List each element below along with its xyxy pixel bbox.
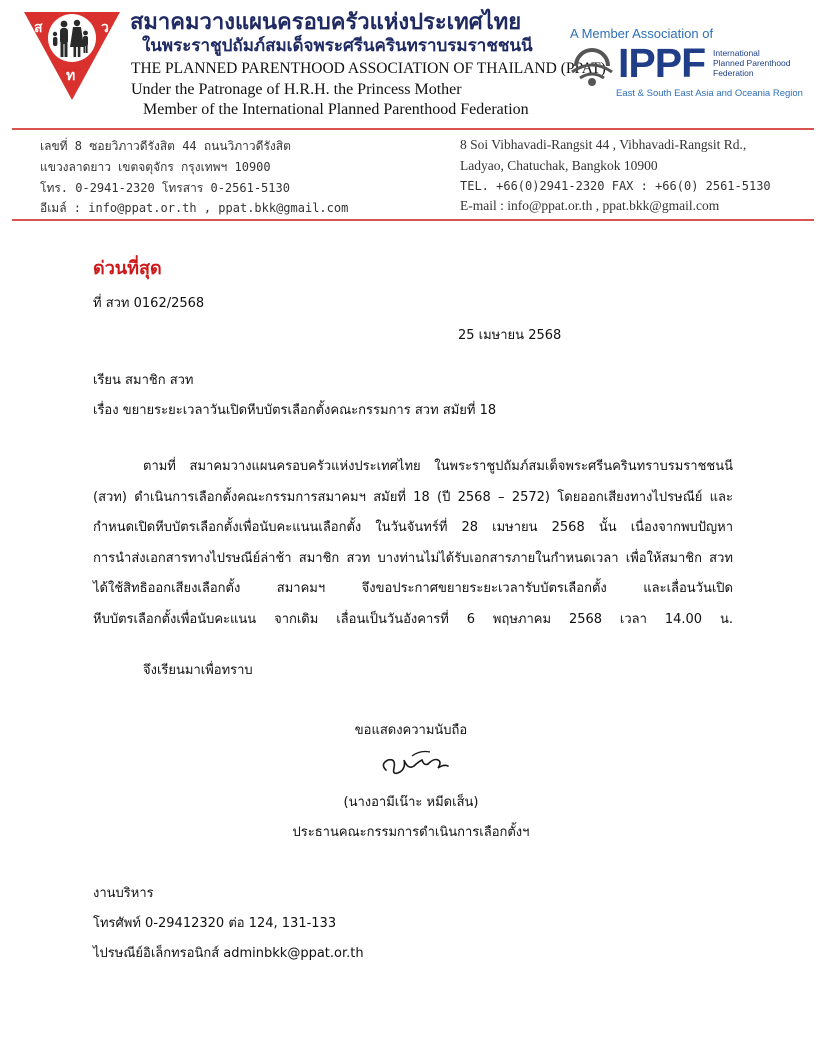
signature-image (372, 746, 472, 786)
header-divider-top (12, 128, 814, 130)
org-membership-english: Member of the International Planned Parenthood Federation (143, 101, 529, 118)
signer-title: ประธานคณะกรรมการดำเนินการเลือกตั้งฯ (292, 825, 530, 840)
footer-department: งานบริหาร (93, 886, 154, 901)
recipient-line: เรียน สมาชิก สวท (93, 373, 194, 388)
ippf-member-label: A Member Association of (570, 26, 714, 41)
address-en-line: E-mail : info@ppat.or.th , ppat.bkk@gmail.com (460, 198, 720, 213)
ippf-full-name-line: International (713, 48, 760, 58)
org-patronage-english: Under the Patronage of H.R.H. the Princess Mother (131, 81, 462, 98)
ippf-full-name (713, 48, 791, 78)
urgency-label: ด่วนที่สุด (93, 258, 162, 279)
address-th-line: โทร. 0-2941-2320 โทรสาร 0-2561-5130 (40, 181, 290, 195)
reference-number: ที่ สวท 0162/2568 (93, 296, 205, 311)
body-paragraph (93, 452, 733, 635)
ippf-globe-icon (566, 42, 618, 90)
address-en-line: Ladyao, Chatuchak, Bangkok 10900 (460, 158, 658, 173)
address-en-line: TEL. +66(0)2941-2320 FAX : +66(0) 2561-5130 (460, 179, 771, 193)
logo-letter-1: ส (34, 20, 43, 36)
address-th-line: เลขที่ 8 ซอยวิภาวดีรังสิต 44 ถนนวิภาวดีรังสิต (40, 139, 291, 153)
ippf-full-name-line: Planned Parenthood (713, 58, 791, 68)
logo-letter-2: ว (101, 20, 109, 36)
ippf-acronym: IPPF (618, 40, 706, 86)
subject-line: เรื่อง ขยายระยะเวลาวันเปิดหีบบัตรเลือกตั้งคณะกรรมการ สวท สมัยที่ 18 (93, 403, 497, 418)
ippf-full-name-line: Federation (713, 68, 754, 78)
org-patronage-thai: ในพระราชูปถัมภ์สมเด็จพระศรีนครินทราบรมราชชนนี (142, 36, 533, 56)
org-name-thai: สมาคมวางแผนครอบครัวแห่งประเทศไทย (130, 10, 522, 35)
logo-letter-3: ท (66, 68, 76, 84)
org-name-english: THE PLANNED PARENTHOOD ASSOCIATION OF THAILAND (PPAT) (131, 60, 606, 77)
footer-phone: โทรศัพท์ 0-29412320 ต่อ 124, 131-133 (93, 916, 337, 931)
address-th-line: แขวงลาดยาว เขตจตุจักร กรุงเทพฯ 10900 (40, 160, 271, 174)
address-en-line: 8 Soi Vibhavadi-Rangsit 44 , Vibhavadi-Rangsit Rd., (460, 137, 747, 152)
body-line: (สวท) ดำเนินการเลือกตั้งคณะกรรมการสมาคมฯ สมัยที่ 18 (ปี 2568 – 2572) โดยออกเสียงทางไปรษณีย์ และ (93, 489, 733, 505)
signer-name: (นางอามีเน๊าะ หมีดเส็น) (343, 795, 479, 810)
body-line: หีบบัตรเลือกตั้งเพื่อนับคะแนน จากเดิม เลื่อนเป็นวันอังคารที่ 6 พฤษภาคม 2568 เวลา 14.00 น. (93, 611, 733, 627)
body-line: ได้ใช้สิทธิออกเสียงเลือกตั้ง สมาคมฯ จึงขอประกาศขยายระยะเวลารับบัตรเลือกตั้ง และเลื่อนวันเปิด (93, 581, 733, 596)
body-line: ตามที่ สมาคมวางแผนครอบครัวแห่งประเทศไทย ในพระราชูปถัมภ์สมเด็จพระศรีนครินทราบรมราชชนนี (143, 459, 733, 474)
body-line: กำหนดเปิดหีบบัตรเลือกตั้งเพื่อนับคะแนนเลือกตั้ง ในวันจันทร์ที่ 28 เมษายน 2568 นั้น เนื่องจากพบปัญหา (93, 520, 733, 535)
body-line: การนำส่งเอกสารทางไปรษณีย์ล่าช้า สมาชิก สวท บางท่านไม่ได้รับเอกสารภายในกำหนดเวลา เพื่อให้สมาชิก สวท (93, 550, 733, 566)
salutation: ขอแสดงความนับถือ (354, 723, 468, 738)
ippf-region: East & South East Asia and Oceania Region (616, 88, 803, 99)
address-th-line: อีเมล์ : info@ppat.or.th , ppat.bkk@gmail.com (40, 201, 349, 215)
closing-line: จึงเรียนมาเพื่อทราบ (143, 663, 253, 678)
footer-email: ไปรษณีย์อิเล็กทรอนิกส์ adminbkk@ppat.or.th (93, 946, 364, 961)
ppat-logo (22, 8, 122, 103)
header-divider-bottom (12, 219, 814, 221)
letter-date: 25 เมษายน 2568 (458, 328, 562, 343)
